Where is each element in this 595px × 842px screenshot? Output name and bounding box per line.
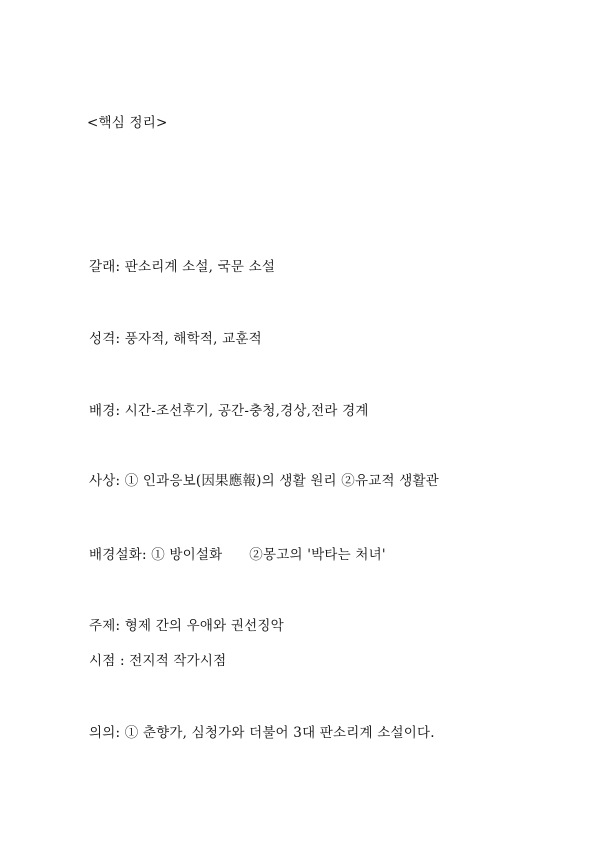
background-tale-line: 배경설화: ① 방이설화 ②몽고의 '박타는 처녀'	[89, 547, 386, 563]
genre-line: 갈래: 판소리계 소설, 국문 소설	[89, 259, 276, 275]
significance-line: 의의: ① 춘향가, 심청가와 더불어 3대 판소리계 소설이다.	[89, 725, 435, 741]
setting-line: 배경: 시간-조선후기, 공간-충청,경상,전라 경계	[89, 403, 369, 419]
viewpoint-line: 시점 : 전지적 작가시점	[89, 653, 227, 669]
theme-line: 주제: 형제 간의 우애와 권선징악	[89, 618, 284, 634]
thought-line: 사상: ① 인과응보(因果應報)의 생활 원리 ②유교적 생활관	[89, 473, 439, 489]
section-title: <핵심 정리>	[87, 115, 168, 131]
character-line: 성격: 풍자적, 해학적, 교훈적	[89, 331, 262, 347]
